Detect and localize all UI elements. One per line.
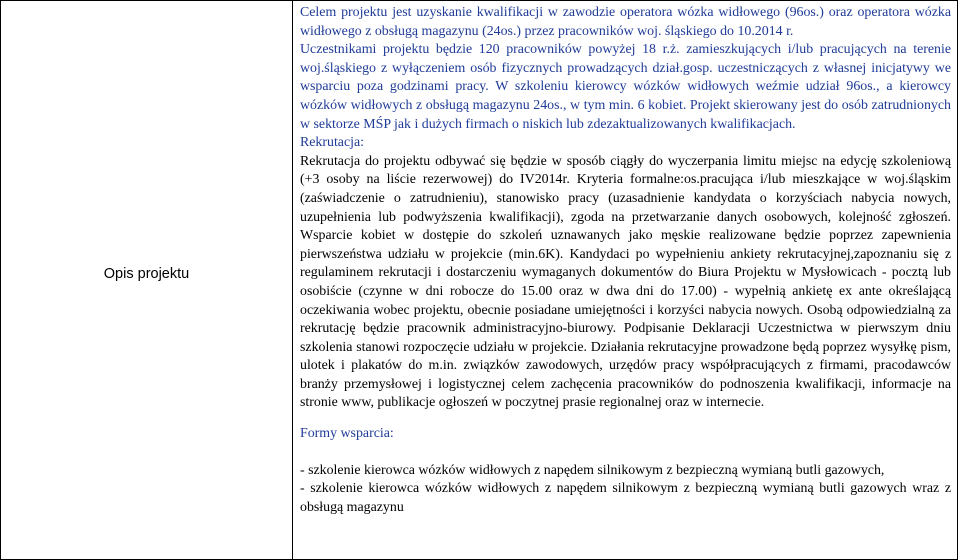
participants-paragraph: Uczestnikami projektu będzie 120 pracowników powyżej 18 r.ż. zamieszkujących i/lub pracujących na terenie woj.śląskiego z wyłączeniem osób fizycznych prowadzących dział.gosp. uczestniczących z własnej inicjatywy we wsparciu poza godzinami pracy. W szkoleniu kierowcy wózków widłowych weźmie udział 96os., a kierowcy wózków widłowych z obsługą magazynu 24os., w tym min. 6 kobiet. Projekt skierowany jest do osób zatrudnionych w sektorze MŚP jak i dużych firmach o niskich lub zdezaktualizowanych kwalifikacjach. [300, 42, 951, 132]
row-label-cell [1, 1, 293, 559]
spacer [300, 444, 951, 462]
support-forms-title [300, 425, 951, 444]
goal-paragraph: Celem projektu jest uzyskanie kwalifikacji w zawodzie operatora wózka widłowego (96os.) oraz operatora wózka widłowego z obsługą magazynu (24os.) przez pracowników woj. śląskiego do 10.2014 r. [300, 5, 951, 39]
recruitment-heading: Rekrutacja: [300, 135, 365, 151]
recruitment-paragraph: Rekrutacja do projektu odbywać się będzie w sposób ciągły do wyczerpania limitu miejsc na edycję szkoleniową (+3 osoby na liście rezerwowej) do IV2014r. Kryteria formalne:os.pracująca i/lub mieszkające w woj.śląskim (zaświadczenie o zatrudnieniu), stanowisko pracy (uzasadnienie kandydata o korzyściach nabycia nowych, uzupełnienia lub podwyższenia kwalifikacji), zgoda na przetwarzanie danych osobowych, kolejność zgłoszeń. Wsparcie kobiet w dostępie do szkoleń uznawanych jako męskie realizowane będzie poprzez zapewnienia pierwszeństwa udziału w projekcie (min.6K). Kandydaci po wypełnieniu ankiety rekrutacyjnej,zapoznaniu się z regulaminem rekrutacji i dostarczeniu wymaganych dokumentów do Biura Projektu w Mysłowicach - pocztą lub osobiście (czynne w dni robocze do 15.00 oraz w dwa dni do 17.00) - wypełnią ankietę ex ante określającą oczekiwania wobec projektu, obecnie posiadane umiejętności i korzyści nabycia nowych. Osobą odpowiedzialną za rekrutację będzie pracownik administracyjno-biurowy. Podpisanie Deklaracji Uczestnictwa w pierwszym dniu szkolenia stanowi rozpoczęcie udziału w projekcie. Działania rekrutacyjne prowadzone będą poprzez wysyłkę pism, ulotek i plakatów do m.in. związków zawodowych, urzędów pracy współpracujących z firmami, pracodawców branży przemysłowej i logistycznej celem zachęcenia pracowników do podnoszenia kwalifikacji, informacje na stronie www, publikacje ogłoszeń w poczytnej prasie regionalnej oraz w internecie. [300, 153, 951, 411]
support-form-item-1: - szkolenie kierowca wózków widłowych z napędem silnikowym z bezpieczną wymianą butli gazowych, [300, 462, 885, 478]
support-form-item-2: - szkolenie kierowca wózków widłowych z napędem silnikowym z bezpieczną wymianą butli gazowych wraz z obsługą magazynu [300, 481, 951, 515]
spacer [300, 413, 951, 425]
description-cell [293, 1, 957, 559]
row-label: Opis projektu [103, 266, 190, 282]
support-forms-title-text: Formy wsparcia: [300, 426, 394, 442]
